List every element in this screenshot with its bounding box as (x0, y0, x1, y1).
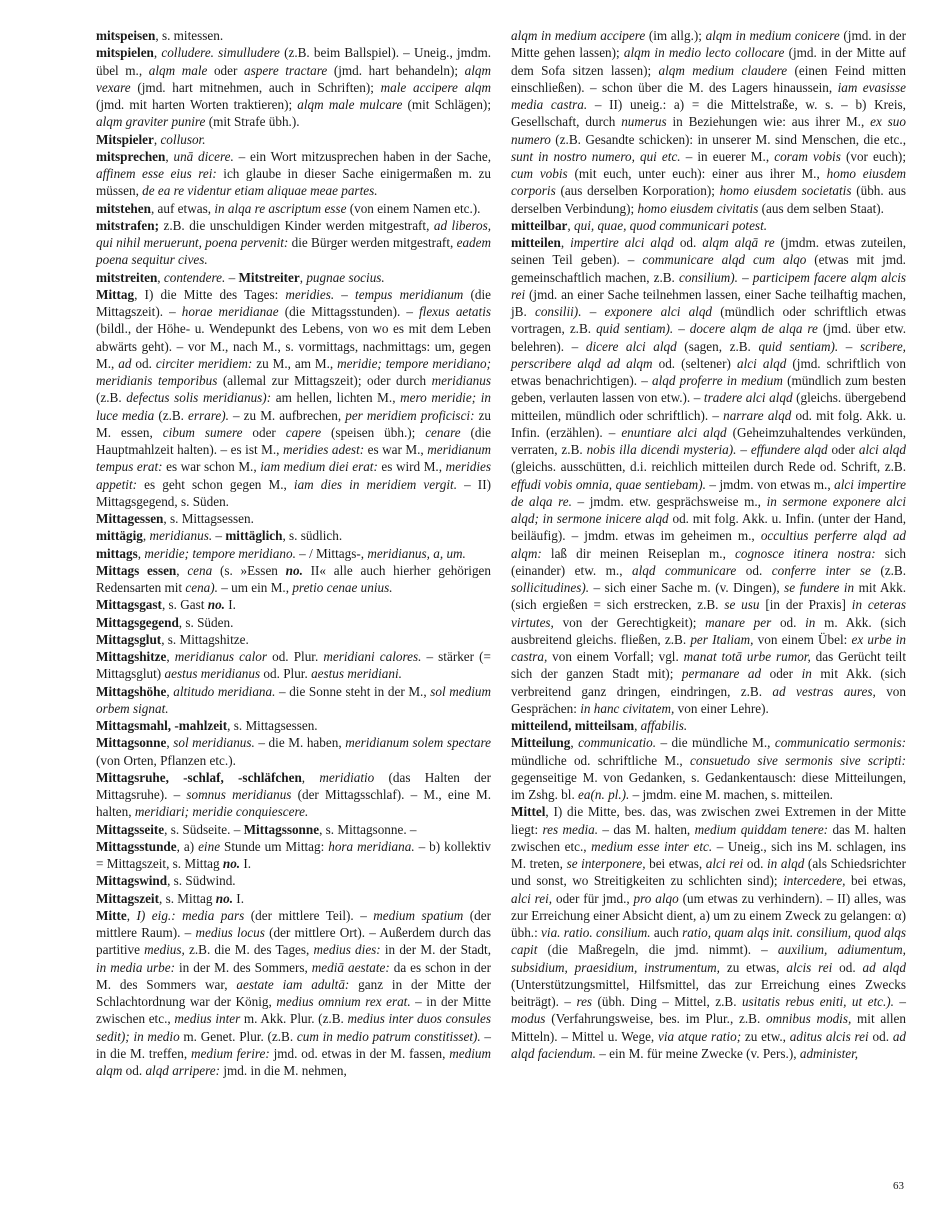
right-entry: Mitteilung, communicatio. – die mündliche M., communicatio sermonis: mündliche od. schriftliche M., consuetudo sive sermonis sive scripti: gegenseitige M. von Gedanken, s. Gedankentausch: diese Mitteilungen, im Zshg. bl. ea(n. pl.). – jmdm. eine M. machen, s. mitteilen. (511, 735, 907, 802)
page-number: 63 (893, 1180, 904, 1192)
left-entry: Mittagsruhe, -schlaf, -schläfchen, meridiatio (das Halten der Mittagsruhe). – somnus meridianus (der Mittagsschlaf). – M., eine M. halten, meridiari; meridie conquiescere. (96, 769, 491, 820)
left-entry: mittägig, meridianus. – mittäglich, s. südlich. (96, 528, 343, 544)
left-entry: Mittagsseite, s. Südseite. – Mittagssonne, s. Mittagsonne. – (96, 821, 417, 837)
left-entry: Mittagszeit, s. Mittag no. I. (96, 890, 244, 906)
left-entry: Mittags essen, cena (s. »Essen no. II« alle auch hierher gehörigen Redensarten mit cena). – um ein M., pretio cenae unius. (96, 562, 491, 595)
left-entry: Mittagsstunde, a) eine Stunde um Mittag: hora meridiana. – b) kollektiv = Mittagszeit, s. Mittag no. I. (96, 838, 491, 871)
left-entry: mitspeisen, s. mitessen. (96, 28, 224, 43)
right-entry: mitteilen, impertire alci alqd od. alqm alqā re (jmdm. etwas zuteilen, seinen Teil geben). – communicare alqd cum alqo (etwas mit jmd. gemeinschaftlich machen, z.B. consilium). – participem facere alqm alcis rei (jmd. an einer Sache teilnehmen lassen, einer Sache teilhaftig machen, jB. consilii). – exponere alci alqd (mündlich oder schriftlich etwas vortragen, z.B. quid sentiam). – docere alqm de alqa re (jmd. über etw. belehren). – dicere alci alqd (sagen, z.B. quid sentiam). – scribere, perscribere alqd ad alqm od. (seltener) alci alqd (jmd. schriftlich von etwas benachrichtigen). – alqd proferre in medium (mündlich zum besten geben, verlauten lassen von etw.). – tradere alci alqd (gleichs. übergebend mitteilen, mündlich oder schriftlich). – narrare alqd od. mit folg. Akk. u. Infin. (erzählen). – enuntiare alci alqd (Geheimzuhaltendes verkünden, verraten, z.B. nobis illa dicendi mysteria). – effundere alqd oder alci alqd (gleichs. ausschütten, d.i. reichlich mitteilen durch Rede od. Schrift, z.B. effudi vobis omnia, quae sentiebam). – jmdm. von etwas m., alci impertire de alqa re. – jmdm. etw. gesprächsweise m., in sermone exponere alci alqd; in sermone inicere alqd od. mit folg. Akk. u. Infin. (unter der Hand, beiläufig). – jmdm. etwas im geheimen m., occultius perferre alqd ad alqm: laß dir meinen Reiseplan m., cognosce itinera nostra: sich (einander) etw. m., alqd communicare od. conferre inter se (z.B. sollicitudines). – sich einer Sache m. (v. Dingen), se fundere in mit Akk. (sich ergießen = sich erstrecken, z.B. se usu [in der Praxis] in ceteras virtutes, von der Gerechtigkeit); manare per od. in m. Akk. (sich ausbreitend gleichs. fließen, z.B. per Italiam, von einem Übel: ex urbe in castra, von einem Vorfall; vgl. manat totā urbe rumor, das Gerücht teilt sich der ganzen Stadt mit); permanare ad oder in mit Akk. (sich verbreitend ganz dringen, eindringen, z.B. ad vestras aures, von Gesprächen: in hanc civitatem, von einer Lehre). (511, 235, 907, 716)
left-entry: mitspielen, colludere. simulludere (z.B. beim Ballspiel). – Uneig., jmdm. übel m., alqm male oder aspere tractare (jmd. hart behandeln); alqm vexare (jmd. hart mitnehmen, auch in Schriften); male accipere alqm (jmd. mit harten Worten traktieren); alqm male mulcare (mit Schlägen); alqm graviter punire (mit Strafe übh.). (96, 45, 492, 130)
left-entry: Mittagsglut, s. Mittagshitze. (96, 631, 249, 647)
left-entry: mitsprechen, unā dicere. – ein Wort mitzusprechen haben in der Sache, affinem esse eius rei: ich glaube in dieser Sache einigermaßen m. zu müssen, de ea re videntur etiam aliquae meae partes. (96, 148, 491, 199)
left-entry: Mittagsgegend, s. Süden. (96, 614, 234, 630)
left-column (96, 27, 491, 1079)
left-entry: Mittagessen, s. Mittagsessen. (96, 511, 254, 526)
right-entry: mitteilbar, qui, quae, quod communicari potest. (511, 217, 768, 233)
left-entry: Mittagsgast, s. Gast no. I. (96, 597, 236, 613)
left-entry: mitstehen, auf etwas, in alqa re ascriptum esse (von einem Namen etc.). (96, 200, 481, 216)
right-entry: Mittel, I) die Mitte, bes. das, was zwischen zwei Extremen in der Mitte liegt: res media. – das M. halten, medium quiddam tenere: das M. halten zwischen etc., medium esse inter etc. – Uneig., sich ins M. schlagen, ins M. treten, se interponere, bei etwas, alci rei od. in alqd (als Schiedsrichter und sonst, wo Streitigkeiten zu schlichten sind); intercedere, bei etwas, alci rei, oder für jmd., pro alqo (um etwas zu verhindern). – II) alles, was zur Erreichung einer Absicht dient, a) um zu einem Zweck zu gelangen: α) übh.: via. ratio. consilium. auch ratio, quam alqs init. consilium, quod alqs capit (die Maßregeln, die jmd. nimmt). – auxilium, adiumentum, subsidium, praesidium, instrumentum, zu etwas, alcis rei od. ad alqd (Unterstützungsmittel, Hilfsmittel, das zur Erreichung eines Zwecks beiträgt). – res (übh. Ding – Mittel, z.B. usitatis rebus eniti, ut etc.). – modus (Verfahrungsweise, bes. im Plur., z.B. omnibus modis, mit allen Mitteln). – Mittel u. Wege, via atque ratio; zu etw., aditus alcis rei od. ad alqd faciendum. – ein M. für meine Zwecke (v. Pers.), administer, (511, 804, 907, 1061)
left-entry: Mittagsmahl, -mahlzeit, s. Mittagsessen. (96, 718, 318, 733)
left-entry: Mittagswind, s. Südwind. (96, 873, 236, 889)
left-entry: Mittag, I) die Mitte des Tages: meridies. – tempus meridianum (die Mittagszeit). – horae meridianae (die Mittagsstunden). – flexus aetatis (bildl., der Höhe- u. Wendepunkt des Lebens, von wo es mit dem Leben abwärts geht). – vor M., nach M., s. vormittags, nachmittags: um, gegen M., ad od. circiter meridiem: zu M., am M., meridie; tempore meridiano; meridianis temporibus (allemal zur Mittagszeit); oder durch meridianus (z.B. defectus solis meridianus): am hellen, lichten M., mero meridie; in luce media (z.B. errare). – zu M. aufbrechen, per meridiem proficisci: zu M. essen, cibum sumere oder capere (speisen übh.); cenare (die Hauptmahlzeit halten). – es ist M., meridies adest: es war M., meridianum tempus erat: es war schon M., iam medium diei erat: es wird M., meridies appetit: es geht schon gegen M., iam dies in meridiem vergit. – II) Mittagsgegend, s. Süden. (96, 286, 492, 509)
left-entry: Mittagshitze, meridianus calor od. Plur. meridiani calores. – stärker (= Mittagsglut) aestus meridianus od. Plur. aestus meridiani. (96, 649, 491, 682)
right-column (511, 27, 906, 1062)
left-entry: mitstreiten, contendere. – Mitstreiter, pugnae socius. (96, 269, 385, 285)
right-entry: mitteilend, mitteilsam, affabilis. (511, 718, 688, 733)
left-entry: Mittagshöhe, altitudo meridiana. – die Sonne steht in der M., sol medium orbem signat. (96, 683, 491, 716)
right-entry: alqm in medium accipere (im allg.); alqm in medium conicere (jmd. in der Mitte gehen lassen); alqm in medio lecto collocare (jmd. in der Mitte auf dem Sofa sitzen lassen); alqm medium claudere (einen Feind mitten einschließen). – schon über die M. des Lagers hinaussein, iam evasisse media castra. – II) uneig.: a) = die Mittelstraße, w. s. – b) Kreis, Gesellschaft, durch numerus in Beziehungen wie: aus ihrer M., ex suo numero (z.B. Gesandte schicken): in unserer M. sind Menschen, die etc., sunt in nostro numero, qui etc. – in euerer M., coram vobis (vor euch); cum vobis (mit euch, unter euch): einer aus ihrer M., homo eiusdem corporis (aus derselben Korporation); homo eiusdem societatis (übh. aus derselben Verbindung); homo eiusdem civitatis (aus dem selben Staat). (511, 28, 906, 216)
left-entry: mittags, meridie; tempore meridiano. – / Mittags-, meridianus, a, um. (96, 545, 466, 561)
left-entry: mitstrafen; z.B. die unschuldigen Kinder werden mitgestraft, ad liberos, qui nihil meruerunt, poena pervenit: die Bürger werden mitgestraft, eadem poena sequitur cives. (96, 217, 492, 268)
left-entry: Mitspieler, collusor. (96, 131, 206, 147)
left-entry: Mitte, I) eig.: media pars (der mittlere Teil). – medium spatium (der mittlere Raum). – medius locus (der mittlere Ort). – Außerdem durch das partitive medius, z.B. die M. des Tages, medius dies: in der M. der Stadt, in media urbe: in der M. des Sommers, mediā aestate: da es schon in der M. des Sommers war, aestate iam adultā: ganz in der Mitte der Schlachtordnung war der König, medius omnium rex erat. – in der Mitte zwischen etc., medius inter m. Akk. Plur. (z.B. medius inter duos consules sedit); in medio m. Genet. Plur. (z.B. cum in medio patrum constitisset). – in die M. treffen, medium ferire: jmd. od. etwas in der M. fassen, medium alqm od. alqd arripere: jmd. in die M. nehmen, (96, 907, 492, 1078)
left-entry: Mittagsonne, sol meridianus. – die M. haben, meridianum solem spectare (von Orten, Pflanzen etc.). (96, 735, 492, 768)
